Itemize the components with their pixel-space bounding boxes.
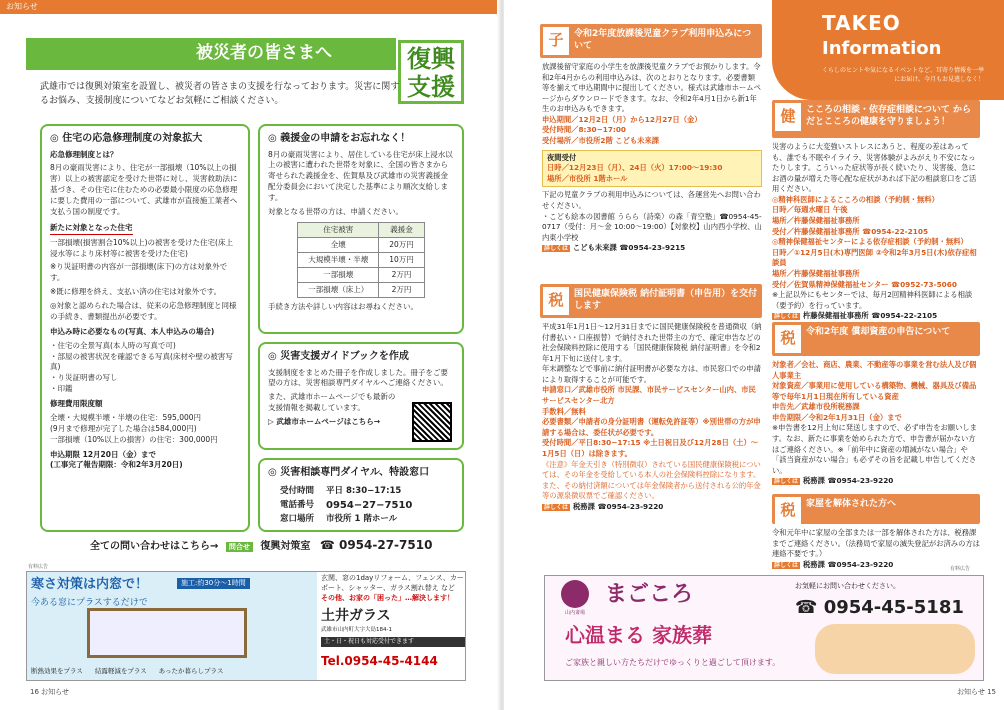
table-cell: 10万円	[379, 253, 425, 268]
page-number: お知らせ 15	[957, 688, 996, 696]
ad-main: まごころ	[605, 582, 694, 607]
repair-title: ◎ 住宅の応急修理制度の対象拡大	[50, 133, 203, 144]
donation-table	[297, 222, 425, 299]
childcare-p3: ・こども絵本の図書館 うらら（詩楽）の森「青空塾」☎0954-45-0717（受付：月～金 10:00～19:00）【対象校】山内西小学校、山内東小学校	[542, 211, 762, 242]
health-l6: 日時／①12月5日(木)専門医師 ②令和2年3月5日(木)依存症相談員	[772, 247, 977, 268]
ad-company: 土井ガラス	[321, 608, 391, 625]
ad-services: 玄関、窓の1dayリフォーム、フェンス、カーポート、シャッター、ガラス割れ替え など	[321, 574, 464, 592]
ad-hours: 土・日・祝日も対応受付できます	[321, 637, 465, 647]
info-title: Information	[822, 38, 942, 59]
donation-box	[258, 124, 464, 334]
donation-p1: 8月の豪雨災害により、居住している住宅が床上浸水以上の被害に遭われた世帯を対象に、全国の皆さまから寄せられた義援金を、佐賀県及び武雄市の災害義援金配分委員会において決定した基準により順次支給します。	[268, 149, 453, 202]
left-page	[0, 0, 500, 710]
funeral-ad[interactable]	[544, 575, 984, 681]
table-row	[298, 237, 425, 252]
tax-icon: 税	[775, 497, 801, 525]
section-header-health	[772, 100, 980, 138]
table-header-cell: 住宅被害	[298, 222, 379, 237]
contact-badge: 問合せ	[226, 542, 253, 552]
section-header-depreciable	[772, 322, 980, 356]
kids-icon: 子	[543, 27, 569, 55]
takeo-tagline: くらしのヒントや気になるイベントなど、耳寄り情報を一挙にお届け。今月もお見逃しなく！	[822, 67, 985, 83]
health-p1: 災害のように大変強いストレスにあうと、程度の差はあっても、誰でも不眠やイライラ、災害体験がよみがえり不安になったりします。こういった症状等が長く続いたり、災害後、急にお酒の量が増えた等心配な症状があれば下記の相談窓口をご活用ください。	[772, 142, 977, 194]
repair-p3: ※り災証明書の内容が一部損壊(床下)の方は対象外です。	[50, 262, 228, 283]
contact-tel: ☎ 0954-27-7510	[319, 538, 433, 552]
dep-l1: 対象者／会社、商店、農業、不動産等の事業を営む法人及び個人事業主	[772, 360, 977, 380]
family-illustration-icon	[815, 624, 975, 674]
guidebook-p1: 支援制度をまとめた冊子を作成しました。冊子をご要望の方は、災害相談専門ダイヤルへご連絡ください。	[268, 367, 448, 388]
hotline-title: ◎ 災害相談専門ダイヤル、特設窓口	[268, 467, 430, 478]
section-title: 令和2年度放課後児童クラブ利用申込みについて	[574, 29, 752, 52]
ad-note: 施工:約30分～1時間	[177, 578, 250, 589]
ad-lead: お気軽にお問い合わせください。	[795, 582, 900, 590]
section-title: 国民健康保険税 納付証明書（申告用）を交付します	[574, 289, 758, 312]
section-title: 令和2年度 償却資産の申告について	[806, 327, 951, 337]
ad-feature: 結露軽減をプラス	[94, 667, 147, 676]
table-cell: 一部損壊	[298, 268, 379, 283]
section-title: 家屋を解体された方へ	[806, 499, 897, 509]
demo-contact: 税務課 ☎0954-23-9220	[803, 559, 894, 569]
repair-limit: 全壊・大規模半壊・半壊の住宅：595,000円 (9月まで修理が完了した場合は584,000円) 一部損壊（10%以上の損害）の住宅：300,000円	[50, 412, 218, 444]
repair-p2: 一部損壊(損害割合10%以上)の被害を受けた住宅(床上浸水等により床材等に被害を受けた住宅)	[50, 237, 233, 258]
repair-p4: ※既に修理を終え、支払い済の住宅は対象外です。	[50, 287, 222, 297]
homepage-link[interactable]: ▷ 武雄市ホームページはこちら→	[268, 417, 381, 426]
ad-sub: 心温まる 家族葬	[565, 623, 712, 647]
details-tag: 詳しくは	[544, 245, 569, 253]
ad-left-panel	[27, 572, 317, 680]
health-icon: 健	[775, 103, 801, 131]
fukko-badge: 復興 支援	[398, 40, 464, 104]
ad-features	[31, 667, 223, 676]
intro-text: 武雄市では復興対策室を設置し、被災者の皆さまの支援を行なっております。災害に関するお悩み、支援制度についてなどお気軽にご相談ください。	[40, 82, 400, 107]
table-row	[298, 283, 425, 298]
banner-title: 被災者の皆さまへ	[26, 38, 396, 70]
tax-icon: 税	[775, 325, 801, 353]
qr-code-icon[interactable]	[412, 402, 452, 442]
table-row	[298, 222, 425, 237]
repair-deadline: 申込期限 12月20日（金）まで (工事完了報告期限：令和2年3月20日)	[50, 449, 183, 470]
table-cell: 平日 8:30−17:15	[326, 485, 402, 496]
guidebook-p2: また、武雄市ホームページでも最新の支援情報を掲載しています。	[268, 392, 396, 413]
repair-p5: ◎対象と認められた場合は、従来の応急修理制度と同様の手続き、書類提出が必要です。	[50, 301, 237, 321]
section-body-health	[772, 142, 980, 322]
hotline-box	[258, 458, 464, 532]
health-l1: ◎精神科医師によるこころの相談（予約制・無料）	[772, 194, 939, 204]
repair-new-target: 新たに対象となった住宅	[50, 223, 133, 235]
section-body-depreciable	[772, 360, 980, 487]
dep-l2: 対象資産／事業用に使用している構築物、機械、器具及び備品等で毎年1月1日現在所有している資産	[772, 381, 977, 401]
taxcert-window: 申請窓口／武雄市役所 市民課、市民サービスセンター山内、市民サービスセンター北方	[542, 385, 756, 406]
table-cell: 窓口場所	[280, 514, 315, 525]
table-row	[298, 268, 425, 283]
details-tag: 詳しくは	[774, 313, 799, 321]
table-cell: 受付時間	[280, 485, 315, 496]
ad-label: 有料広告	[950, 566, 971, 572]
table-cell: 0954−27−7510	[326, 499, 413, 511]
window-illustration-icon	[87, 608, 247, 658]
ad-tel: Tel.0954-45-4144	[321, 654, 438, 669]
health-l2: 日時／毎週水曜日 午後	[772, 205, 848, 215]
hotline-table	[278, 484, 414, 528]
logo-text: 山内斎場	[564, 610, 585, 616]
table-cell: 2万円	[379, 283, 425, 298]
table-row	[280, 499, 412, 513]
table-cell: 大規模半壊・半壊	[298, 253, 379, 268]
contact-dept: 復興対策室	[260, 541, 311, 552]
childcare-contact: こども未来課 ☎0954-23-9215	[573, 243, 686, 253]
ad-feature: 断熱効果をプラス	[31, 667, 83, 676]
table-cell: 全壊	[298, 237, 379, 252]
section-header-tax-cert	[540, 284, 762, 318]
health-l3: 場所／杵藤保健福祉事務所	[772, 216, 860, 226]
childcare-p2: 下記の児童クラブの利用申込みについては、各運営先へお問い合わせください。	[542, 190, 761, 210]
taxcert-p2: 年末調整などで事前に納付証明書が必要な方は、市民窓口での申請により取得することが可能です。	[542, 364, 761, 384]
health-l7: 場所／杵藤保健福祉事務所	[772, 268, 860, 278]
taxcert-p1: 平成31年1月1日～12月31日までに国民健康保険税を普通徴収（納付書払い・口座振替）で納付された世帯主の方で、確定申告などの社会保険料控除に使用する「国民健康保険税 納付証明書」を令和2年1月下旬に送付します。	[542, 322, 762, 363]
childcare-p1: 放課後留守家庭の小学生を放課後児童クラブでお預かりします。令和2年4月からの利用申込みは、次のとおりとなります。必要書類等を揃えて申込期間中に提出してください。様式は武雄市ホームページからダウンロードできます。なお、令和2年4月1日から新1年生のお申込みもできます。	[542, 62, 761, 114]
dep-p1: ※申告書を12月上旬に発送しますので、必ず申告をお願いします。なお、新たに事業を始められた方で、申告書が届かない方はご連絡ください。※「前年中に資産の増減がない場合」や「該当資産がない場合」も必ずその旨を記載し申告してください。	[772, 423, 977, 475]
table-row	[280, 514, 412, 525]
health-contact: 杵藤保健福祉事務所 ☎0954-22-2105	[803, 311, 938, 321]
donation-p2: 対象となる世帯の方は、申請ください。	[268, 206, 403, 216]
table-cell: 20万円	[379, 237, 425, 252]
repair-docs-title: 申込み時に必要なもの(写真、本人申込みの場合)	[50, 326, 215, 336]
takeo-info-banner	[772, 0, 1004, 100]
glass-ad[interactable]	[26, 571, 466, 681]
dep-l3: 申告先／武雄市役所税務課	[772, 402, 860, 412]
demo-p1: 令和元年中に家屋の全部または一部を解体された方は、税務課までご連絡ください。（法務局で家屋の滅失登記がお済みの方は連絡不要です。）	[772, 528, 980, 559]
taxcert-fee: 手数料／無料	[542, 406, 586, 416]
dep-contact: 税務課 ☎0954-23-9220	[803, 476, 894, 486]
table-cell: 電話番号	[280, 499, 315, 510]
section-header-demolition	[772, 494, 980, 524]
details-tag: 詳しくは	[774, 561, 799, 569]
tax-icon: 税	[543, 287, 569, 315]
repair-limit-title: 修理費用限度額	[50, 399, 103, 408]
details-tag: 詳しくは	[544, 503, 569, 511]
details-tag: 詳しくは	[774, 478, 799, 486]
ad-right-panel	[321, 574, 465, 670]
childcare-hours: 受付時間／8:30−17:00	[542, 125, 626, 135]
section-body-childcare	[542, 62, 762, 254]
ad-tagline: ご家族と親しい方たちだけでゆっくりと過ごして頂けます。	[565, 658, 781, 667]
childcare-place: 受付場所／市役所2階 こども未来課	[542, 136, 660, 146]
health-l4: 受付／杵藤保健福祉事務所 ☎0954-22-2105	[772, 226, 929, 236]
repair-docs: ・住宅の全景写真(本人時の写真で可) ・部屋の被害状況を確認できる写真(床材や壁の被害写真) ・り災証明書の写し ・印鑑	[50, 340, 233, 394]
repair-p1: 8月の豪雨災害により、住宅が一部損壊（10%以上の損害）以上の被害認定を受けた世帯に対し、災害救助法に基づき、その住宅に住むための必要最小限度の応急修理に要した費用の一部について、武雄市が直接施工業者へ支払う国の制度です。	[50, 163, 238, 216]
ad-tel: ☎ 0954-45-5181	[795, 597, 964, 618]
ad-label: 有料広告	[28, 564, 49, 570]
childcare-period: 申込期間／12月2日（月）から12月27日（金）	[542, 114, 702, 124]
table-cell: 市役所 1 階ホール	[326, 514, 398, 525]
table-row	[298, 253, 425, 268]
health-l8: 受付／佐賀県精神保健福祉センター ☎0952-73-5060	[772, 279, 957, 289]
ad-sub: 今ある窓にプラスするだけで	[31, 597, 148, 608]
health-l5: ◎精神保健福祉センターによる依存症相談（予約制・無料）	[772, 237, 968, 247]
page-number: 16 お知らせ	[30, 688, 69, 696]
table-cell: 2万円	[379, 268, 425, 283]
taxcert-contact: 税務課 ☎0954-23-9220	[573, 501, 664, 511]
guidebook-box	[258, 342, 464, 450]
repair-box	[40, 124, 250, 532]
section-body-demolition	[772, 528, 980, 570]
section-title: こころの相談・依存症相談について からだとこころの健康を守りましょう！	[806, 105, 971, 128]
night-title: 夜間受付	[547, 152, 577, 162]
table-header-cell: 義援金	[379, 222, 425, 237]
ad-address: 武雄市山内町大字大島184-1	[321, 626, 392, 633]
right-page	[504, 0, 1004, 710]
takeo-title: TAKEO	[822, 11, 901, 35]
ad-feature: あったか暮らしプラス	[158, 667, 224, 676]
contact-lead: 全ての問い合わせはこちら→	[90, 541, 219, 552]
taxcert-note: 《注意》年金天引き（特別徴収）されている国民健康保険税については、その年金を受給している本人の社会保険料控除になります。また、その納付済額については年金保険者から送付される公的年金等の源泉徴収票でご確認ください。	[542, 459, 761, 501]
night-place: 場所／市役所 1階ホール	[547, 173, 628, 183]
repair-question: 応急修理制度とは？	[50, 149, 118, 159]
ad-catch: その他、お家の「困った」…解決します！	[321, 593, 454, 602]
taxcert-hours: 受付時間／平日8:30−17:15 ※土日祝日及び12月28日（土）～1月5日（日）は除きます。	[542, 438, 759, 458]
night-date: 日時／12月23日（月）、24日（火）17:00〜19:30	[547, 163, 723, 173]
guidebook-title: ◎ 災害支援ガイドブックを作成	[268, 351, 409, 362]
donation-title: ◎ 義援金の申請をお忘れなく！	[268, 133, 411, 144]
section-header-childcare	[540, 24, 762, 58]
ad-headline: 寒さ対策は内窓で！	[31, 577, 149, 592]
dep-l4: 申告期限／令和2年1月31日（金）まで	[772, 412, 902, 422]
funeral-logo	[553, 580, 597, 617]
taxcert-docs: 必要書類／申請者の身分証明書（運転免許証等）※別世帯の方が申請する場合は、委任状が必要です。	[542, 417, 761, 437]
logo-icon	[561, 580, 589, 608]
table-row	[280, 486, 412, 497]
page-header: お知らせ	[0, 0, 500, 14]
section-body-tax-cert	[542, 322, 762, 513]
health-p2: ※上記以外にもセンターでは、毎月2回精神科医師による相談（要予約）を行っています。	[772, 290, 973, 310]
contact-line	[90, 537, 450, 554]
donation-p3: 手続き方法や詳しい内容はお尋ねください。	[268, 302, 418, 312]
night-reception	[542, 150, 762, 188]
table-cell: 一部損壊（床上）	[298, 283, 379, 298]
